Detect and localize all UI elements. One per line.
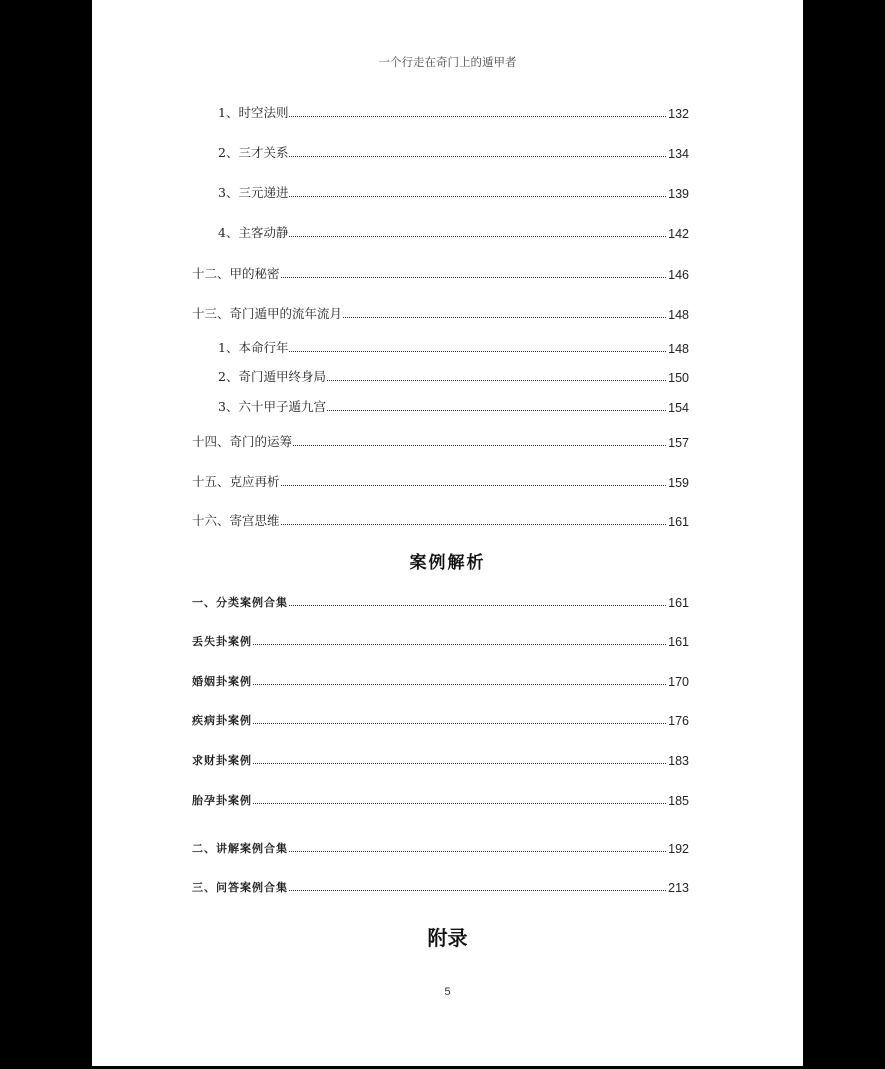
case-entry-label: 三、问答案例合集 xyxy=(192,881,288,894)
dot-leader xyxy=(281,276,667,278)
dot-leader xyxy=(289,155,666,157)
toc-entry-page: 146 xyxy=(668,268,689,282)
toc-entry-page: 139 xyxy=(668,187,689,201)
toc-entry-label: 1、本命行年 xyxy=(218,340,289,355)
document-page xyxy=(92,0,803,1066)
toc-entry xyxy=(218,397,689,415)
case-entry xyxy=(192,877,689,895)
case-entry-page: 183 xyxy=(668,754,689,768)
dot-leader xyxy=(289,115,666,117)
toc-entry-label: 4、主客动静 xyxy=(218,225,289,240)
case-entry-page: 213 xyxy=(668,881,689,895)
toc-entry xyxy=(218,367,689,385)
dot-leader xyxy=(289,350,666,352)
toc-entry xyxy=(192,511,689,529)
case-entry-label: 疾病卦案例 xyxy=(192,714,252,727)
dot-leader xyxy=(281,523,667,525)
case-entry-label: 丢失卦案例 xyxy=(192,635,252,648)
dot-leader xyxy=(253,683,666,685)
case-entry-page: 185 xyxy=(668,794,689,808)
toc-entry xyxy=(192,472,689,490)
case-entry-label: 胎孕卦案例 xyxy=(192,794,252,807)
dot-leader xyxy=(253,643,666,645)
toc-entry xyxy=(192,432,689,450)
toc-entry-page: 148 xyxy=(668,342,689,356)
case-entry-label: 二、讲解案例合集 xyxy=(192,842,288,855)
toc-entry-page: 157 xyxy=(668,436,689,450)
toc-entry-page: 142 xyxy=(668,227,689,241)
case-entry xyxy=(192,790,689,808)
toc-entry xyxy=(218,143,689,161)
case-entry-page: 176 xyxy=(668,714,689,728)
running-header: 一个行走在奇门上的遁甲者 xyxy=(378,55,517,69)
toc-entry xyxy=(218,183,689,201)
dot-leader xyxy=(289,235,666,237)
toc-entry xyxy=(218,103,689,121)
toc-entry-label: 2、奇门遁甲终身局 xyxy=(218,369,326,384)
toc-entry-label: 十六、寄宫思维 xyxy=(192,513,280,528)
toc-entry xyxy=(192,304,689,322)
case-entry-label: 一、分类案例合集 xyxy=(192,596,288,609)
toc-entry-label: 十五、克应再析 xyxy=(192,474,280,489)
dot-leader xyxy=(289,889,666,891)
toc-entry-label: 十三、奇门遁甲的流年流月 xyxy=(192,306,343,321)
toc-entry-label: 1、时空法则 xyxy=(218,105,289,120)
dot-leader xyxy=(289,195,666,197)
dot-leader xyxy=(327,379,666,381)
page-number: 5 xyxy=(444,986,451,998)
toc-entry xyxy=(192,264,689,282)
dot-leader xyxy=(343,316,666,318)
case-entry xyxy=(192,750,689,768)
case-entry-label: 求财卦案例 xyxy=(192,754,252,767)
toc-entry-page: 134 xyxy=(668,147,689,161)
case-entry-page: 192 xyxy=(668,842,689,856)
dot-leader xyxy=(253,722,666,724)
case-entry-page: 161 xyxy=(668,635,689,649)
toc-entry-page: 150 xyxy=(668,371,689,385)
toc-entry-page: 161 xyxy=(668,515,689,529)
case-entry xyxy=(192,631,689,649)
case-section-heading: 案例解析 xyxy=(409,553,486,573)
dot-leader xyxy=(281,484,667,486)
toc-entry xyxy=(218,338,689,356)
case-entry-page: 170 xyxy=(668,675,689,689)
dot-leader xyxy=(327,409,666,411)
dot-leader xyxy=(289,604,666,606)
toc-entry-label: 十四、奇门的运筹 xyxy=(192,434,293,449)
toc-entry-page: 154 xyxy=(668,401,689,415)
case-entry xyxy=(192,710,689,728)
toc-entry-page: 159 xyxy=(668,476,689,490)
toc-entry-label: 十二、甲的秘密 xyxy=(192,266,280,281)
toc-entry-label: 3、六十甲子遁九宫 xyxy=(218,399,326,414)
toc-entry xyxy=(218,223,689,241)
appendix-heading: 附录 xyxy=(427,926,468,950)
toc-entry-label: 2、三才关系 xyxy=(218,145,289,160)
dot-leader xyxy=(253,762,666,764)
dot-leader xyxy=(293,444,666,446)
case-entry xyxy=(192,671,689,689)
case-entry-label: 婚姻卦案例 xyxy=(192,675,252,688)
toc-entry-page: 132 xyxy=(668,107,689,121)
toc-entry-page: 148 xyxy=(668,308,689,322)
case-entry xyxy=(192,838,689,856)
dot-leader xyxy=(253,802,666,804)
dot-leader xyxy=(289,850,666,852)
case-entry-page: 161 xyxy=(668,596,689,610)
case-entry xyxy=(192,592,689,610)
toc-entry-label: 3、三元递进 xyxy=(218,185,289,200)
